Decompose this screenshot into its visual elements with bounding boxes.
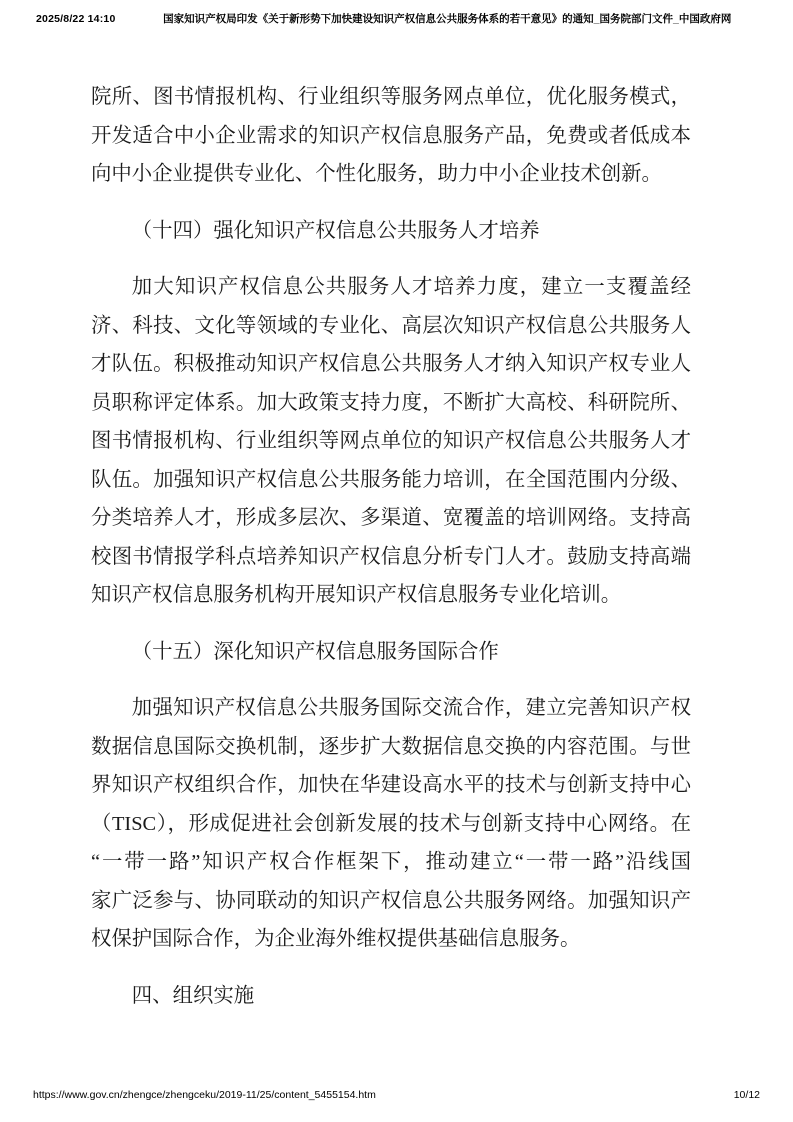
text-line: “一带一路”知识产权合作框架下，推动建立“一带一路”沿线国 <box>91 851 691 873</box>
text-line: 四、组织实施 <box>131 984 255 1007</box>
text-line: 数据信息国际交换机制，逐步扩大数据信息交换的内容范围。与世 <box>91 735 691 758</box>
text-line: 院所、图书情报机构、行业组织等服务网点单位，优化服务模式， <box>91 86 691 108</box>
paragraph <box>91 78 691 194</box>
page-number: 10/12 <box>733 1089 760 1101</box>
text-line: 界知识产权组织合作，加快在华建设高水平的技术与创新支持中心 <box>91 774 691 796</box>
text-line: 队伍。加强知识产权信息公共服务能力培训，在全国范围内分级、 <box>91 468 691 491</box>
text-line: 权保护国际合作，为企业海外维权提供基础信息服务。 <box>91 928 581 950</box>
text-line: （TISC），形成促进社会创新发展的技术与创新支持中心网络。在 <box>91 812 691 835</box>
page-title: 国家知识产权局印发《关于新形势下加快建设知识产权信息公共服务体系的若干意见》的通知_国务院部门文件_中国政府网 <box>163 13 732 25</box>
text-line: 家广泛参与、协同联动的知识产权信息公共服务网络。加强知识产 <box>91 889 691 912</box>
text-line: 向中小企业提供专业化、个性化服务，助力中小企业技术创新。 <box>91 163 662 185</box>
text-line: 才队伍。积极推动知识产权信息公共服务人才纳入知识产权专业人 <box>91 353 691 375</box>
section-heading <box>91 212 691 251</box>
section-heading <box>91 977 691 1016</box>
print-footer <box>33 1088 760 1102</box>
text-line: 济、科技、文化等领域的专业化、高层次知识产权信息公共服务人 <box>91 314 691 337</box>
print-timestamp: 2025/8/22 14:10 <box>36 13 116 25</box>
text-line: 图书情报机构、行业组织等网点单位的知识产权信息公共服务人才 <box>91 430 691 452</box>
text-line: 开发适合中小企业需求的知识产权信息服务产品，免费或者低成本 <box>91 124 691 147</box>
text-line: 知识产权信息服务机构开展知识产权信息服务专业化培训。 <box>91 584 622 606</box>
paragraph <box>91 268 691 615</box>
section-heading <box>91 633 691 672</box>
document-body <box>91 78 691 1033</box>
text-line: 加大知识产权信息公共服务人才培养力度，建立一支覆盖经 <box>131 276 691 298</box>
text-line: 校图书情报学科点培养知识产权信息分析专门人才。鼓励支持高端 <box>91 545 691 568</box>
text-line: （十五）深化知识产权信息服务国际合作 <box>131 640 499 663</box>
text-line: 加强知识产权信息公共服务国际交流合作，建立完善知识产权 <box>131 697 691 719</box>
text-line: 员职称评定体系。加大政策支持力度，不断扩大高校、科研院所、 <box>91 391 691 414</box>
print-header <box>36 12 759 26</box>
text-line: 分类培养人才，形成多层次、多渠道、宽覆盖的培训网络。支持高 <box>91 507 691 529</box>
paragraph <box>91 689 691 959</box>
source-url: https://www.gov.cn/zhengce/zhengceku/2019-11/25/content_5455154.htm <box>33 1089 376 1101</box>
text-line: （十四）强化知识产权信息公共服务人才培养 <box>131 219 540 242</box>
